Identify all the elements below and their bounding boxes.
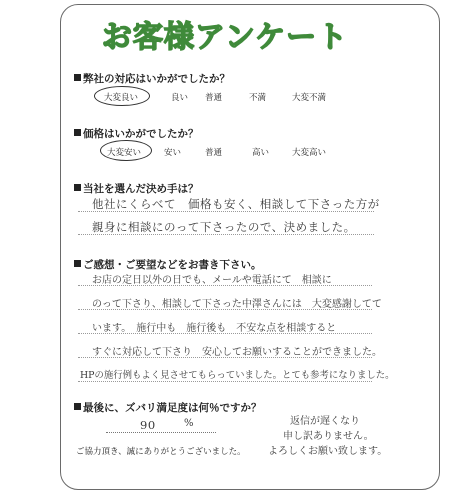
satisfaction-value: 90 bbox=[140, 418, 156, 432]
q1-option-3[interactable]: 普通 bbox=[205, 93, 223, 103]
question-4 bbox=[74, 257, 262, 272]
question-1-label: 弊社の対応はいかがでしたか？ bbox=[83, 73, 230, 85]
q2-option-5[interactable]: 大変高い bbox=[292, 148, 327, 158]
q1-option-5[interactable]: 大変不満 bbox=[292, 93, 327, 103]
satisfaction-line bbox=[106, 432, 216, 433]
question-2-label: 価格はいかがでしたか？ bbox=[83, 128, 199, 140]
q4-answer-line-5: HPの施行例もよく見させてもらっていました。とても参考になりました。 bbox=[80, 370, 395, 381]
bullet-square-icon bbox=[74, 260, 81, 267]
bullet-square-icon bbox=[74, 184, 81, 191]
q4-answer-line-4: すぐに対応して下さり 安心してお願いすることができました。 bbox=[92, 347, 382, 358]
question-2 bbox=[74, 126, 199, 141]
note-line-1: 返信が遅くなり bbox=[290, 416, 360, 427]
q4-answer-line-2: のって下さり、相談して下さった中澤さんには 大変感謝してて bbox=[92, 299, 382, 310]
question-3-label: 当社を選んだ決め手は？ bbox=[83, 183, 199, 195]
answer-line bbox=[78, 381, 372, 382]
question-4-label: ご感想・ご要望などをお書き下さい。 bbox=[83, 259, 262, 271]
q2-option-2[interactable]: 安い bbox=[164, 148, 182, 158]
note-line-3: よろしくお願い致します。 bbox=[268, 446, 388, 457]
q1-option-2[interactable]: 良い bbox=[171, 93, 189, 103]
q2-option-4[interactable]: 高い bbox=[252, 148, 270, 158]
question-3 bbox=[74, 181, 199, 196]
q2-option-3[interactable]: 普通 bbox=[205, 148, 223, 158]
satisfaction-unit: % bbox=[184, 418, 195, 429]
q3-answer-line-2: 親身に相談にのって下さったので、決めました。 bbox=[92, 220, 356, 234]
q2-option-1[interactable]: 大変安い bbox=[107, 148, 142, 158]
question-5 bbox=[74, 400, 262, 415]
bullet-square-icon bbox=[74, 129, 81, 136]
bullet-square-icon bbox=[74, 403, 81, 410]
q3-answer-line-1: 他社にくらべて 価格も安く、相談して下さった方が bbox=[92, 197, 380, 211]
q4-answer-line-1: お店の定日以外の日でも、メールや電話にて 相談に bbox=[92, 275, 332, 286]
note-line-2: 申し訳ありません。 bbox=[283, 431, 374, 442]
thank-you-footer: ご協力頂き、誠にありがとうございました。 bbox=[76, 447, 246, 457]
question-5-label: 最後に、ズバリ満足度は何％ですか？ bbox=[83, 402, 262, 414]
bullet-square-icon bbox=[74, 74, 81, 81]
q1-option-1[interactable]: 大変良い bbox=[104, 93, 139, 103]
survey-title: お客様アンケート bbox=[101, 20, 349, 55]
q4-answer-line-3: います。 施行中も 施行後も 不安な点を相談すると bbox=[92, 323, 337, 334]
q1-option-4[interactable]: 不満 bbox=[249, 93, 267, 103]
question-1 bbox=[74, 71, 230, 86]
